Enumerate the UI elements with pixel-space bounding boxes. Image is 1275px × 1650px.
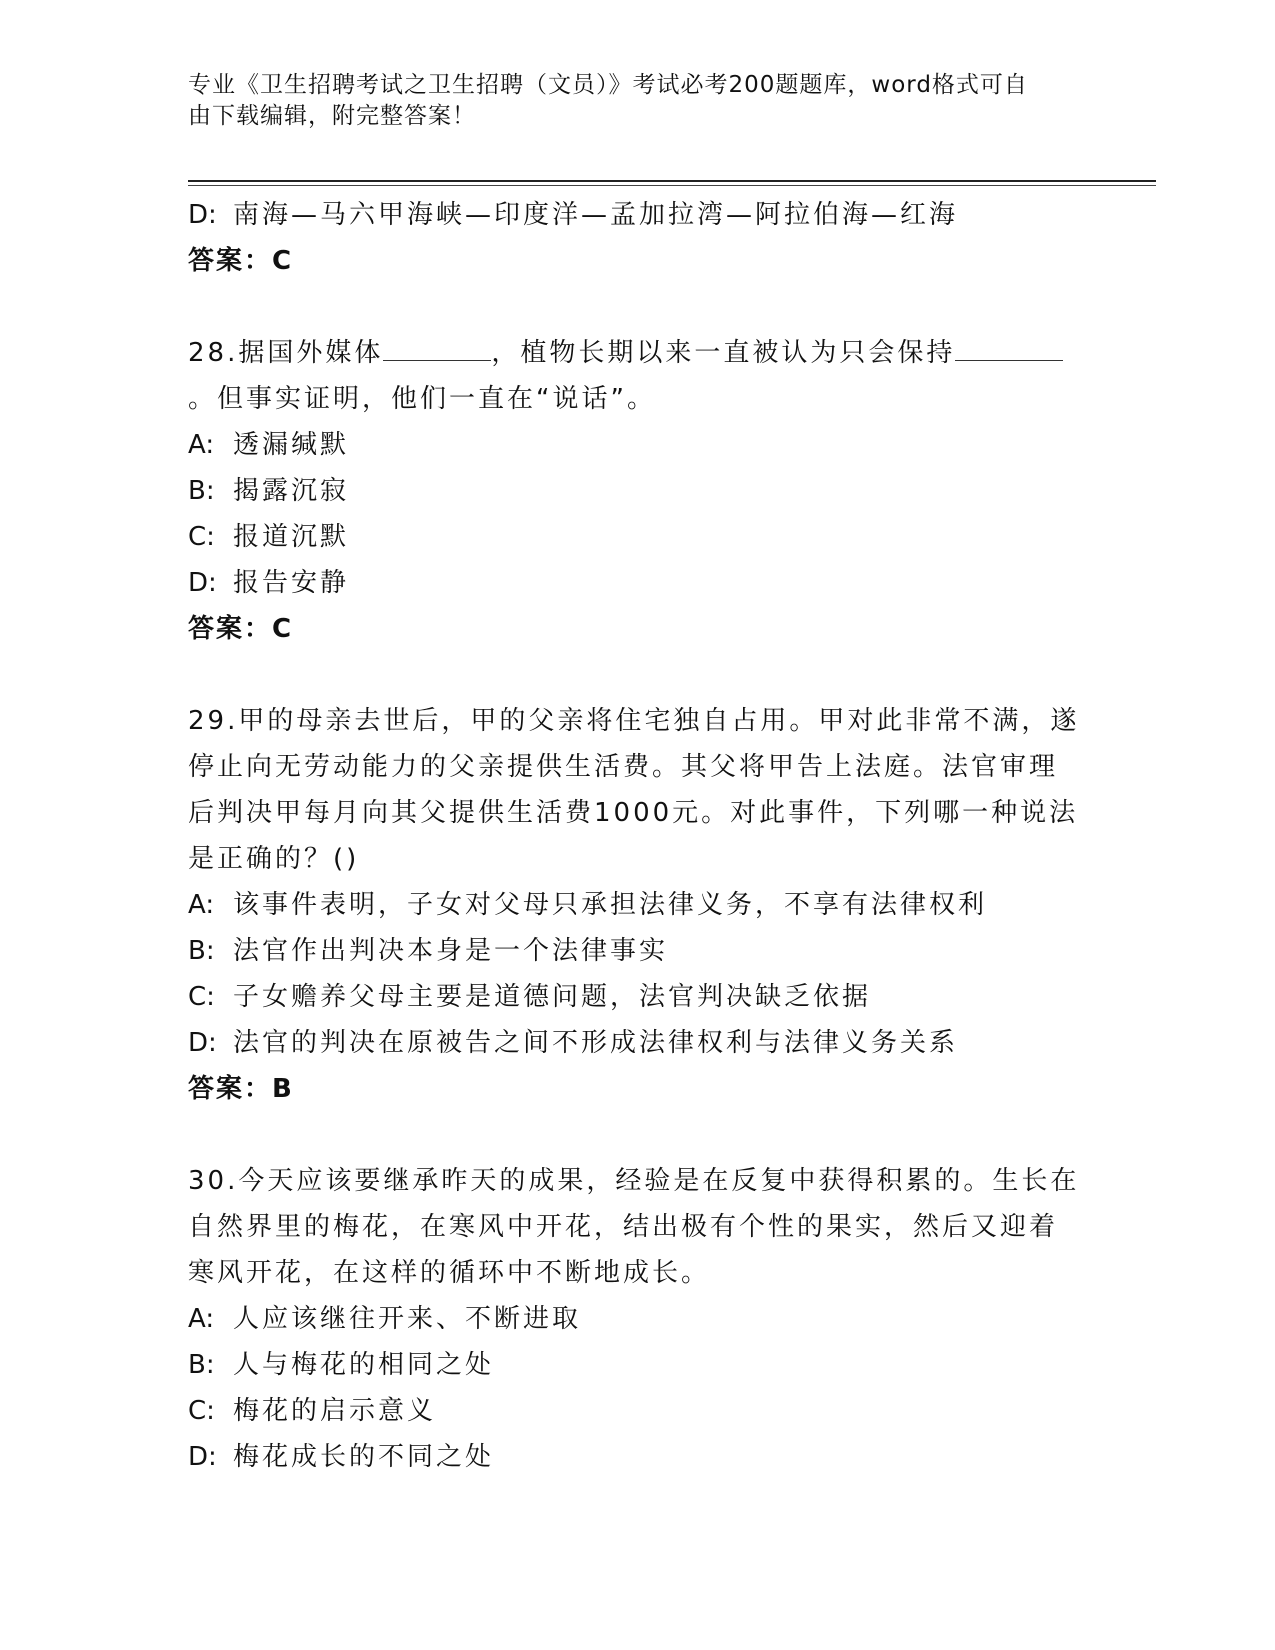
q29-option-a (188, 882, 1088, 928)
q28-stem-part-b: ，植物长期以来一直被认为只会保持 (491, 338, 956, 368)
option-text: 梅花的启示意义 (233, 1396, 437, 1426)
option-label: D: (188, 1442, 217, 1472)
option-label: B: (188, 1350, 215, 1380)
q28-answer: 答案：C (188, 614, 294, 644)
q28-option-d (188, 560, 1088, 606)
q28-stem-line-1 (188, 330, 1088, 376)
option-text: 子女赡养父母主要是道德问题，法官判决缺乏依据 (233, 982, 872, 1012)
option-text: 梅花成长的不同之处 (233, 1442, 495, 1472)
option-text: 人应该继往开来、不断进取 (233, 1304, 582, 1334)
option-text: 报告安静 (233, 568, 350, 598)
option-label: D: (188, 200, 217, 230)
q30-stem-line-1: 30.今天应该要继承昨天的成果，经验是在反复中获得积累的。生长在 (188, 1166, 1080, 1196)
option-text: 报道沉默 (233, 522, 350, 552)
option-text: 法官的判决在原被告之间不形成法律权利与法律义务关系 (233, 1028, 959, 1058)
option-label: A: (188, 890, 215, 920)
fill-blank (383, 338, 491, 361)
option-text: 南海—马六甲海峡—印度洋—孟加拉湾—阿拉伯海—红海 (233, 200, 959, 230)
option-text: 该事件表明，子女对父母只承担法律义务，不享有法律权利 (233, 890, 988, 920)
q28-stem-line-2: 。但事实证明，他们一直在“说话”。 (188, 384, 656, 414)
q29-answer: 答案：B (188, 1074, 294, 1104)
prev-option-d (188, 192, 1088, 238)
q29-option-b (188, 928, 1088, 974)
header-divider-thick (188, 180, 1156, 182)
q30-stem-line-3: 寒风开花，在这样的循环中不断地成长。 (188, 1258, 711, 1288)
option-label: B: (188, 936, 215, 966)
q28-stem-part-a: 28.据国外媒体 (188, 338, 384, 368)
q28-option-b (188, 468, 1088, 514)
q28-option-a (188, 422, 1088, 468)
option-label: D: (188, 1028, 217, 1058)
q30-option-d (188, 1434, 1088, 1480)
option-label: A: (188, 1304, 215, 1334)
option-label: D: (188, 568, 217, 598)
option-label: B: (188, 476, 215, 506)
option-label: C: (188, 522, 215, 552)
option-text: 透漏缄默 (233, 430, 350, 460)
spacer (188, 1112, 1088, 1158)
q28-option-c (188, 514, 1088, 560)
option-text: 人与梅花的相同之处 (233, 1350, 495, 1380)
option-text: 法官作出判决本身是一个法律事实 (233, 936, 669, 966)
document-body (188, 192, 1088, 1480)
q29-stem-line-4: 是正确的？() (188, 844, 360, 874)
prev-answer: 答案：C (188, 246, 294, 276)
q30-stem-line-2: 自然界里的梅花，在寒风中开花，结出极有个性的果实，然后又迎着 (188, 1212, 1059, 1242)
option-label: C: (188, 1396, 215, 1426)
header-line-1: 专业《卫生招聘考试之卫生招聘（文员）》考试必考200题题库，word格式可自 (188, 72, 1028, 98)
q29-stem-line-2: 停止向无劳动能力的父亲提供生活费。其父将甲告上法庭。法官审理 (188, 752, 1059, 782)
fill-blank (955, 338, 1063, 361)
q29-stem-line-1: 29.甲的母亲去世后，甲的父亲将住宅独自占用。甲对此非常不满，遂 (188, 706, 1080, 736)
q30-option-b (188, 1342, 1088, 1388)
option-label: C: (188, 982, 215, 1012)
spacer (188, 284, 1088, 330)
document-header (188, 70, 1068, 132)
header-line-2: 由下载编辑，附完整答案！ (188, 103, 476, 129)
q29-option-c (188, 974, 1088, 1020)
q30-option-a (188, 1296, 1088, 1342)
option-text: 揭露沉寂 (233, 476, 350, 506)
q29-stem-line-3: 后判决甲每月向其父提供生活费1000元。对此事件，下列哪一种说法 (188, 798, 1079, 828)
header-divider-thin (188, 185, 1156, 186)
q30-option-c (188, 1388, 1088, 1434)
spacer (188, 652, 1088, 698)
q29-option-d (188, 1020, 1088, 1066)
option-label: A: (188, 430, 215, 460)
